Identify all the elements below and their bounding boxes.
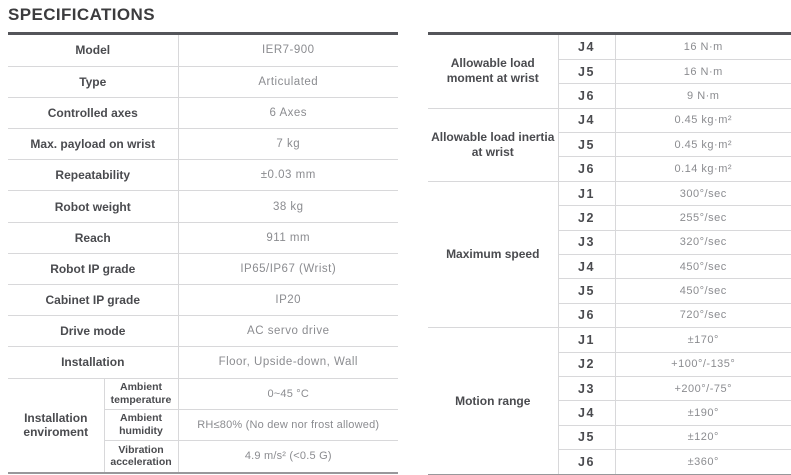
- joint-cell: J4: [558, 35, 615, 59]
- joint-value-cell: 450°/sec: [615, 279, 791, 303]
- table-row: [8, 191, 398, 222]
- joint-cell: J4: [558, 255, 615, 279]
- spec-label-drive-mode: Drive mode: [8, 316, 178, 347]
- joint-specs-table: [428, 32, 791, 475]
- spec-value-cabinet-ip-grade: IP20: [178, 285, 398, 316]
- spec-value-robot-weight: 38 kg: [178, 191, 398, 222]
- joint-value-cell: 720°/sec: [615, 303, 791, 327]
- spec-label-controlled-axes: Controlled axes: [8, 97, 178, 128]
- joint-cell: J5: [558, 59, 615, 83]
- spec-label-repeatability: Repeatability: [8, 160, 178, 191]
- joint-cell: J6: [558, 157, 615, 181]
- table-row: [428, 108, 791, 132]
- group-label-load-inertia: Allowable load inertia at wrist: [428, 108, 558, 181]
- general-specs-table: [8, 32, 398, 474]
- general-specs-grid: [8, 35, 398, 472]
- joint-value-cell: ±170°: [615, 328, 791, 352]
- table-row: [8, 97, 398, 128]
- group-label-maximum-speed: Maximum speed: [428, 181, 558, 327]
- joint-cell: J6: [558, 84, 615, 108]
- table-row: [8, 35, 398, 66]
- page-title: SPECIFICATIONS: [8, 5, 155, 24]
- joint-cell: J5: [558, 133, 615, 157]
- joint-value-cell: ±120°: [615, 425, 791, 449]
- spec-label-max-payload: Max. payload on wrist: [8, 129, 178, 160]
- env-value-ambient-humidity: RH≤80% (No dew nor frost allowed): [178, 409, 398, 440]
- spec-value-model: IER7-900: [178, 35, 398, 66]
- spec-value-drive-mode: AC servo drive: [178, 316, 398, 347]
- joint-value-cell: 450°/sec: [615, 255, 791, 279]
- joint-value-cell: +200°/-75°: [615, 376, 791, 400]
- joint-cell: J5: [558, 425, 615, 449]
- spec-value-type: Articulated: [178, 66, 398, 97]
- joint-cell: J2: [558, 206, 615, 230]
- joint-cell: J6: [558, 303, 615, 327]
- spec-label-robot-ip-grade: Robot IP grade: [8, 253, 178, 284]
- table-row: [8, 160, 398, 191]
- joint-cell: J3: [558, 230, 615, 254]
- joint-cell: J4: [558, 401, 615, 425]
- group-label-load-moment: Allowable load moment at wrist: [428, 35, 558, 108]
- joint-value-cell: 0.14 kg·m²: [615, 157, 791, 181]
- env-sub-label-ambient-humidity: Ambient humidity: [104, 409, 178, 440]
- joint-value-cell: 300°/sec: [615, 181, 791, 205]
- joint-value-cell: ±360°: [615, 450, 791, 474]
- table-row: [8, 222, 398, 253]
- joint-value-cell: 16 N·m: [615, 35, 791, 59]
- spec-value-max-payload: 7 kg: [178, 129, 398, 160]
- table-row: [8, 347, 398, 378]
- joint-value-cell: +100°/-135°: [615, 352, 791, 376]
- joint-cell: J2: [558, 352, 615, 376]
- env-sub-label-vibration-acceleration: Vibration acceleration: [104, 440, 178, 471]
- joint-value-cell: 16 N·m: [615, 59, 791, 83]
- joint-specs-grid: [428, 35, 791, 474]
- joint-value-cell: 9 N·m: [615, 84, 791, 108]
- table-row: [8, 316, 398, 347]
- env-sub-label-ambient-temperature: Ambient temperature: [104, 378, 178, 409]
- spec-label-installation: Installation: [8, 347, 178, 378]
- joint-value-cell: ±190°: [615, 401, 791, 425]
- spec-value-repeatability: ±0.03 mm: [178, 160, 398, 191]
- spec-label-installation-enviroment: Installation enviroment: [8, 378, 104, 472]
- table-row: [8, 253, 398, 284]
- joint-cell: J1: [558, 328, 615, 352]
- spec-label-robot-weight: Robot weight: [8, 191, 178, 222]
- spec-label-type: Type: [8, 66, 178, 97]
- spec-label-reach: Reach: [8, 222, 178, 253]
- table-row: [8, 66, 398, 97]
- group-label-motion-range: Motion range: [428, 328, 558, 474]
- joint-cell: J4: [558, 108, 615, 132]
- table-row: [8, 129, 398, 160]
- joint-cell: J1: [558, 181, 615, 205]
- table-row: [8, 285, 398, 316]
- joint-value-cell: 0.45 kg·m²: [615, 133, 791, 157]
- joint-cell: J6: [558, 450, 615, 474]
- spec-value-installation: Floor, Upside-down, Wall: [178, 347, 398, 378]
- joint-value-cell: 255°/sec: [615, 206, 791, 230]
- joint-value-cell: 320°/sec: [615, 230, 791, 254]
- table-row: [428, 35, 791, 59]
- spec-value-controlled-axes: 6 Axes: [178, 97, 398, 128]
- joint-cell: J5: [558, 279, 615, 303]
- spec-value-reach: 911 mm: [178, 222, 398, 253]
- spec-value-robot-ip-grade: IP65/IP67 (Wrist): [178, 253, 398, 284]
- env-value-ambient-temperature: 0~45 °C: [178, 378, 398, 409]
- table-row: [428, 181, 791, 205]
- spec-label-cabinet-ip-grade: Cabinet IP grade: [8, 285, 178, 316]
- table-row: [428, 328, 791, 352]
- joint-value-cell: 0.45 kg·m²: [615, 108, 791, 132]
- joint-cell: J3: [558, 376, 615, 400]
- env-value-vibration-acceleration: 4.9 m/s² (<0.5 G): [178, 440, 398, 471]
- spec-label-model: Model: [8, 35, 178, 66]
- table-row: [8, 378, 398, 409]
